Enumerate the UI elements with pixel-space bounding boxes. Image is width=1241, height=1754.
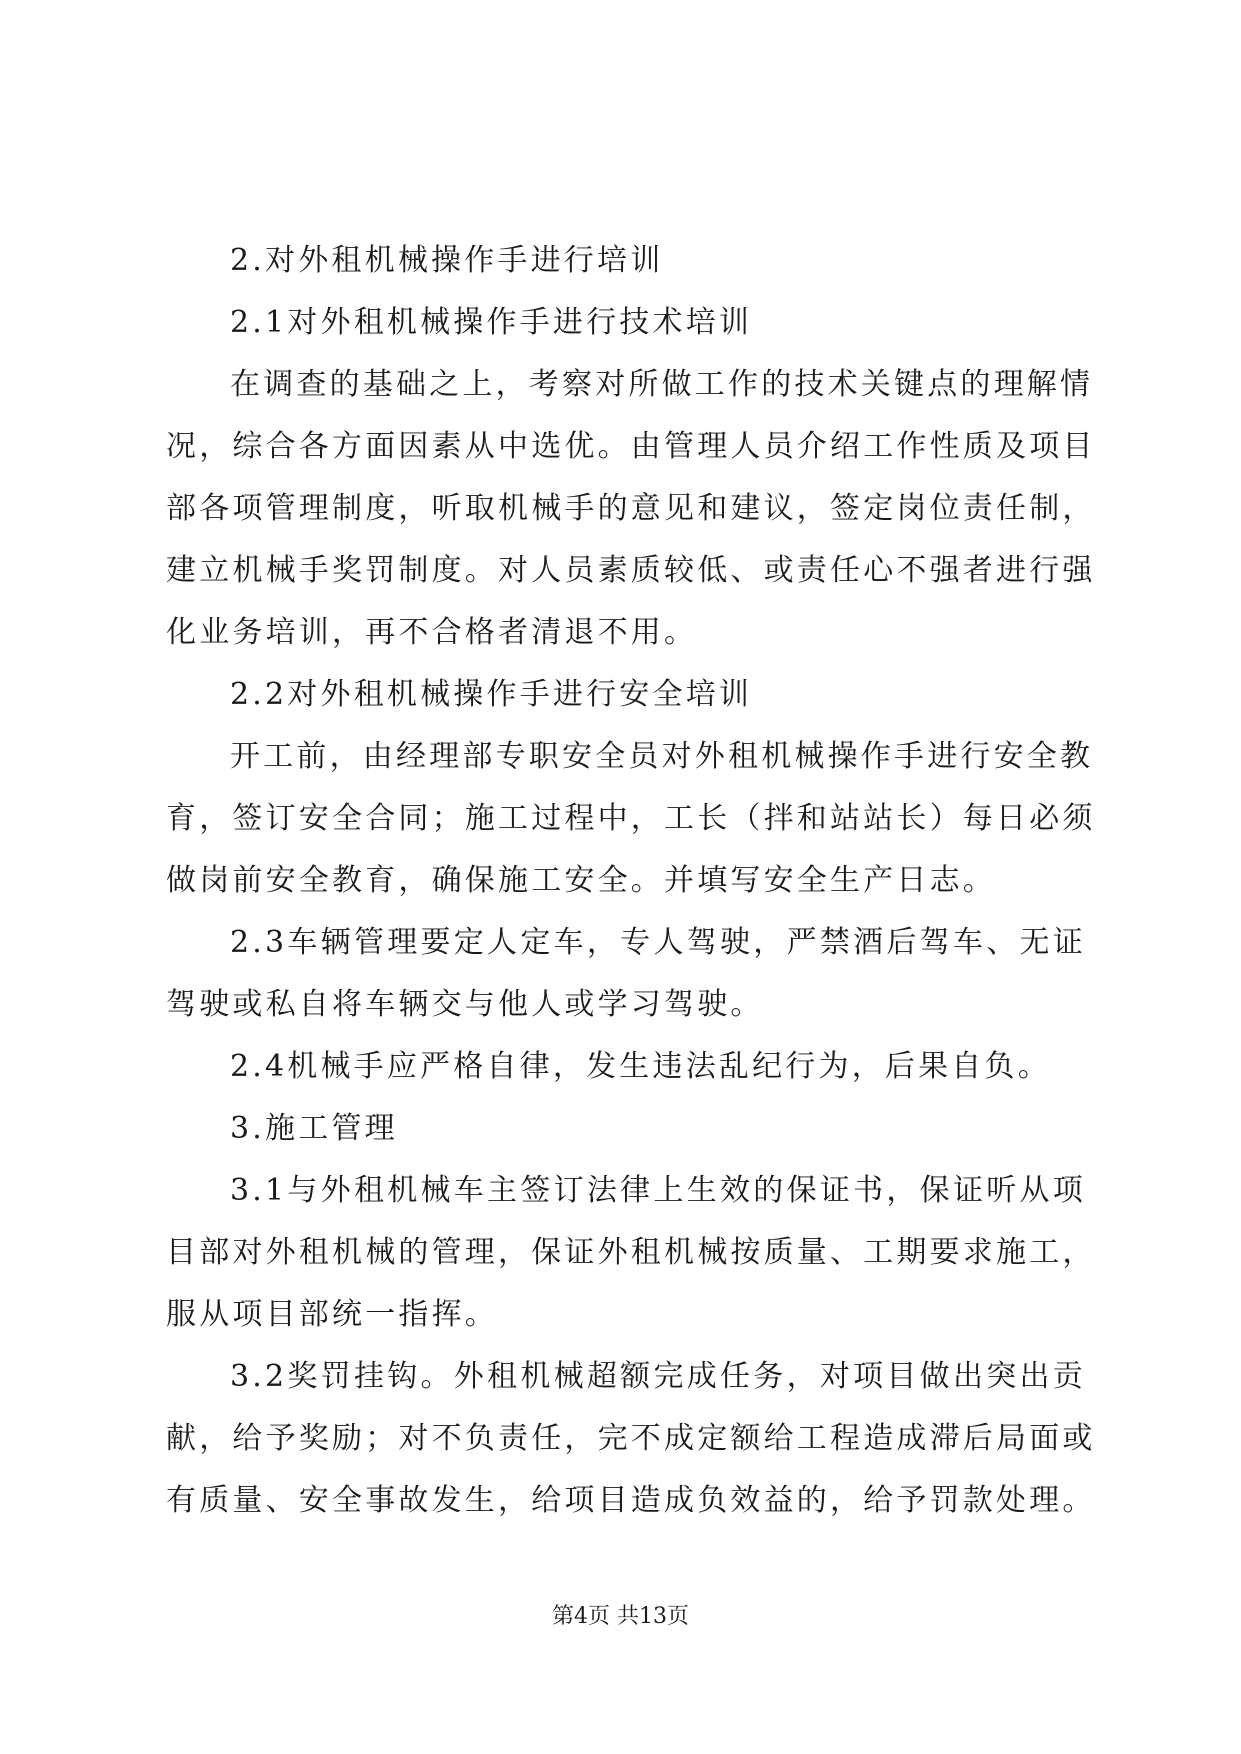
document-line: 有质量、安全事故发生，给项目造成负效益的，给予罚款处理。 bbox=[166, 1483, 1096, 1518]
document-line: 2.对外租机械操作手进行培训 bbox=[230, 243, 664, 278]
document-line: 2.4机械手应严格自律，发生违法乱纪行为，后果自负。 bbox=[230, 1049, 1051, 1084]
document-line: 服从项目部统一指挥。 bbox=[166, 1297, 498, 1332]
page-number-footer: 第4页 共13页 bbox=[552, 1604, 689, 1629]
document-line: 3.1与外租机械车主签订法律上生效的保证书，保证听从项 bbox=[230, 1173, 1086, 1208]
document-body bbox=[166, 230, 1096, 1532]
document-line: 2.2对外租机械操作手进行安全培训 bbox=[230, 677, 753, 712]
document-line: 建立机械手奖罚制度。对人员素质较低、或责任心不强者进行强 bbox=[166, 553, 1096, 588]
document-line: 2.3车辆管理要定人定车，专人驾驶，严禁酒后驾车、无证 bbox=[230, 925, 1086, 960]
document-line: 3.2奖罚挂钩。外租机械超额完成任务，对项目做出突出贡 bbox=[230, 1359, 1086, 1394]
document-line: 目部对外租机械的管理，保证外租机械按质量、工期要求施工， bbox=[166, 1235, 1096, 1270]
document-line: 化业务培训，再不合格者清退不用。 bbox=[166, 615, 698, 650]
document-line: 做岗前安全教育，确保施工安全。并填写安全生产日志。 bbox=[166, 863, 996, 898]
document-line: 况，综合各方面因素从中选优。由管理人员介绍工作性质及项目 bbox=[166, 429, 1096, 464]
document-line: 驾驶或私自将车辆交与他人或学习驾驶。 bbox=[166, 987, 764, 1022]
document-line: 育，签订安全合同；施工过程中，工长（拌和站站长）每日必须 bbox=[166, 801, 1096, 836]
document-line: 部各项管理制度，听取机械手的意见和建议，签定岗位责任制， bbox=[166, 491, 1096, 526]
document-line: 献，给予奖励；对不负责任，完不成定额给工程造成滞后局面或 bbox=[166, 1421, 1096, 1456]
document-line: 2.1对外租机械操作手进行技术培训 bbox=[230, 305, 753, 340]
document-line: 3.施工管理 bbox=[230, 1111, 398, 1146]
document-line: 开工前，由经理部专职安全员对外租机械操作手进行安全教 bbox=[230, 739, 1094, 774]
document-line: 在调查的基础之上，考察对所做工作的技术关键点的理解情 bbox=[230, 367, 1094, 402]
